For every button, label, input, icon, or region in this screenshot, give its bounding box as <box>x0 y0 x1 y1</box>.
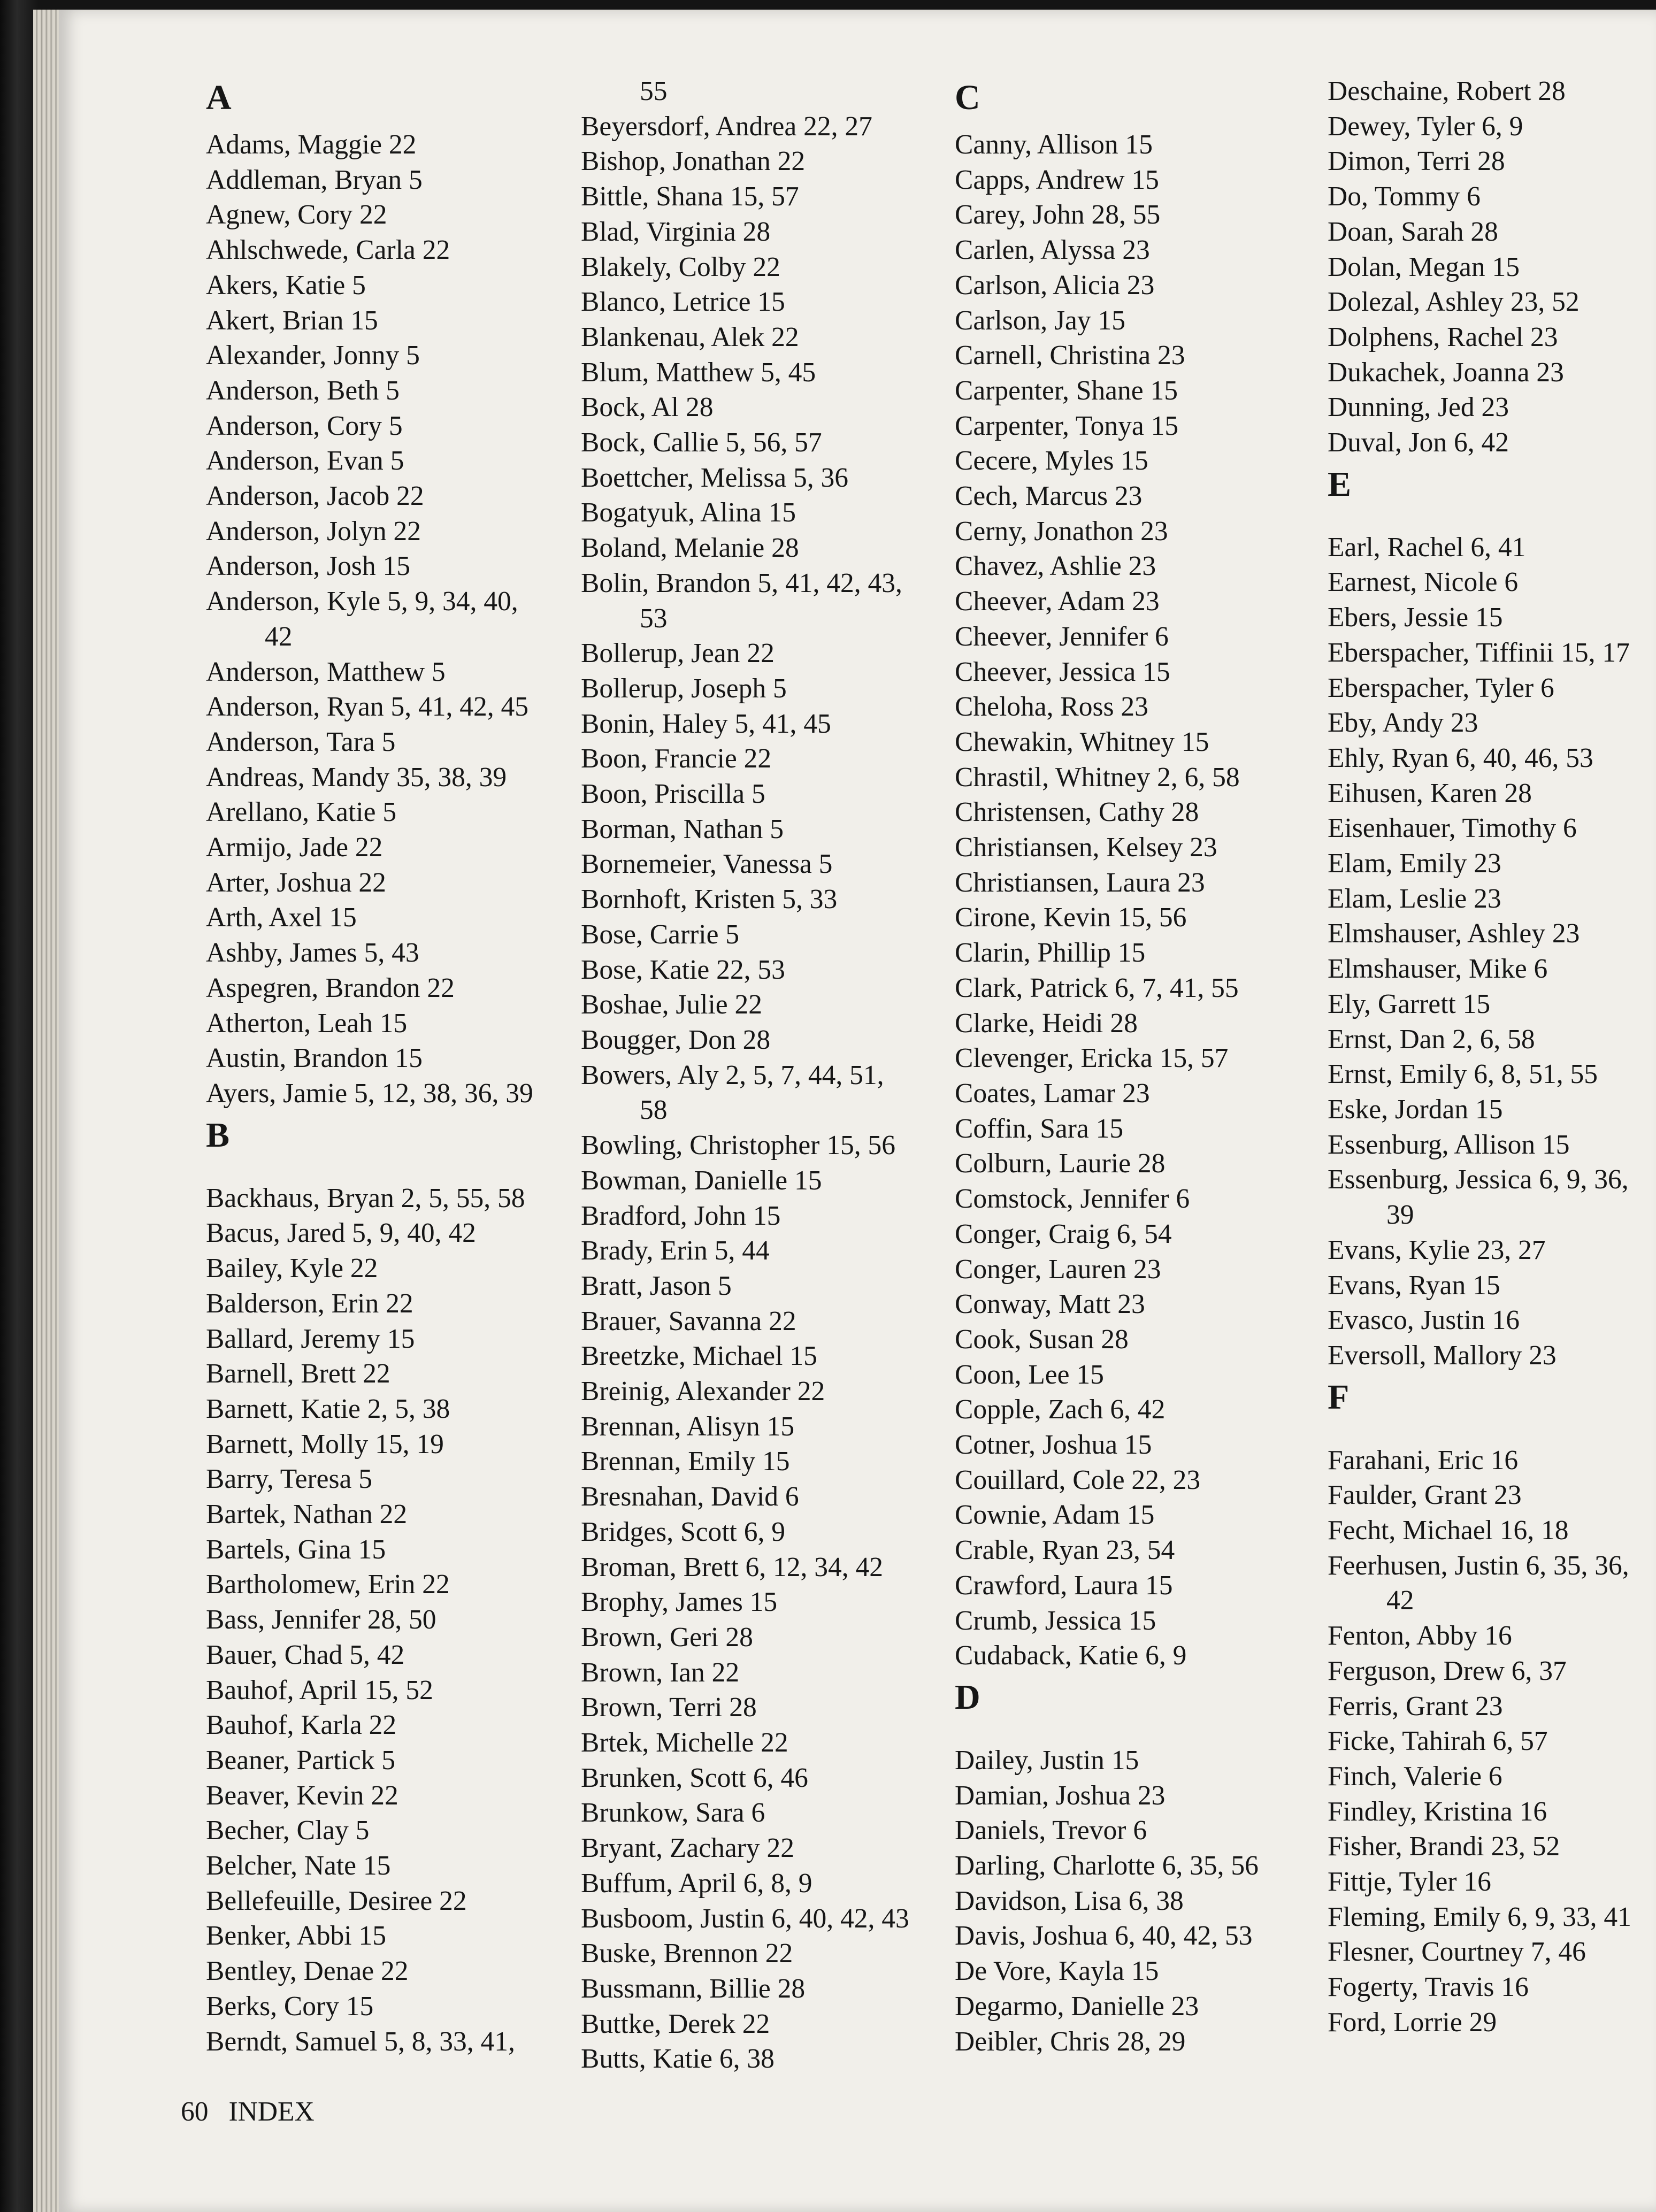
index-section <box>581 74 955 2077</box>
index-entry: Earl, Rachel 6, 41 <box>1328 532 1526 563</box>
index-column-4 <box>1328 74 1656 2040</box>
index-entry: Brown, Geri 28 <box>581 1622 753 1653</box>
index-entry: Darling, Charlotte 6, 35, 56 <box>955 1850 1259 1881</box>
index-entry: Blum, Matthew 5, 45 <box>581 357 816 388</box>
index-entry: Damian, Joshua 23 <box>955 1780 1166 1811</box>
index-entry: Armijo, Jade 22 <box>206 832 383 863</box>
index-entry: Eihusen, Karen 28 <box>1328 778 1532 809</box>
index-entry: Elmshauser, Mike 6 <box>1328 954 1548 985</box>
index-entry: Blanco, Letrice 15 <box>581 287 785 318</box>
index-entry: Elam, Emily 23 <box>1328 848 1501 879</box>
index-entry: Cheever, Adam 23 <box>955 586 1160 617</box>
index-entry: Bass, Jennifer 28, 50 <box>206 1604 436 1635</box>
index-entry: Clevenger, Ericka 15, 57 <box>955 1043 1229 1074</box>
index-entry: Bogatyuk, Alina 15 <box>581 497 796 528</box>
index-entry: Chrastil, Whitney 2, 6, 58 <box>955 762 1240 793</box>
index-entry: Borman, Nathan 5 <box>581 813 784 844</box>
index-entry: Belcher, Nate 15 <box>206 1850 391 1881</box>
index-entry: Capps, Andrew 15 <box>955 164 1159 195</box>
index-entry: Carnell, Christina 23 <box>955 340 1185 371</box>
index-entry: Daniels, Trevor 6 <box>955 1815 1147 1846</box>
index-entry: Davis, Joshua 6, 40, 42, 53 <box>955 1921 1253 1952</box>
index-entry: Eversoll, Mallory 23 <box>1328 1340 1557 1371</box>
index-entry: Bratt, Jason 5 <box>581 1270 732 1301</box>
index-entry: Clarin, Phillip 15 <box>955 938 1146 969</box>
index-entry: Atherton, Leah 15 <box>206 1008 408 1039</box>
index-entry: Eby, Andy 23 <box>1328 708 1478 739</box>
index-entry: Addleman, Bryan 5 <box>206 164 423 195</box>
index-entry: Ernst, Dan 2, 6, 58 <box>1328 1024 1535 1055</box>
index-entry: Anderson, Jolyn 22 <box>206 516 421 547</box>
index-entry: Carey, John 28, 55 <box>955 199 1161 231</box>
index-entry: Anderson, Jacob 22 <box>206 481 424 512</box>
index-entry: Feerhusen, Justin 6, 35, 36, <box>1328 1550 1629 1581</box>
index-entry: Bartek, Nathan 22 <box>206 1499 408 1530</box>
index-entry: Do, Tommy 6 <box>1328 181 1481 212</box>
index-entry: Farahani, Eric 16 <box>1328 1445 1519 1476</box>
index-entry: Carlson, Jay 15 <box>955 305 1125 336</box>
index-entry: Carlson, Alicia 23 <box>955 270 1155 301</box>
index-entry: Dailey, Justin 15 <box>955 1745 1139 1776</box>
index-entry: Evans, Ryan 15 <box>1328 1270 1500 1301</box>
index-entry: Duval, Jon 6, 42 <box>1328 427 1509 458</box>
index-entry: Barry, Teresa 5 <box>206 1464 372 1495</box>
book-binding <box>0 0 37 2212</box>
index-entry: Dewey, Tyler 6, 9 <box>1328 111 1523 142</box>
index-entry: Anderson, Tara 5 <box>206 726 396 757</box>
index-entry: Backhaus, Bryan 2, 5, 55, 58 <box>206 1182 525 1213</box>
index-entry: Eisenhauer, Timothy 6 <box>1328 813 1577 844</box>
index-entry: Arellano, Katie 5 <box>206 797 397 828</box>
index-entry: Bryant, Zachary 22 <box>581 1833 794 1864</box>
index-entry: Arter, Joshua 22 <box>206 867 386 898</box>
index-entry: Fittje, Tyler 16 <box>1328 1867 1491 1898</box>
index-entry: Ford, Lorrie 29 <box>1328 2007 1497 2038</box>
index-entry: Bose, Carrie 5 <box>581 919 740 950</box>
index-entry: Christiansen, Laura 23 <box>955 867 1205 898</box>
index-entry: Copple, Zach 6, 42 <box>955 1394 1166 1425</box>
index-entry: Deibler, Chris 28, 29 <box>955 2026 1186 2057</box>
index-entry: Bauhof, Karla 22 <box>206 1710 397 1741</box>
index-entry: Canny, Allison 15 <box>955 129 1153 160</box>
index-entry: Boon, Priscilla 5 <box>581 779 765 810</box>
index-entry: Fenton, Abby 16 <box>1328 1620 1512 1652</box>
index-entry: Bauer, Chad 5, 42 <box>206 1639 405 1670</box>
index-entry: Bridges, Scott 6, 9 <box>581 1516 785 1547</box>
index-entry: Anderson, Kyle 5, 9, 34, 40, <box>206 586 518 617</box>
footer-section-title: INDEX <box>228 2096 315 2127</box>
index-entry: Brennan, Emily 15 <box>581 1446 790 1477</box>
index-entry: Broman, Brett 6, 12, 34, 42 <box>581 1552 884 1583</box>
index-entry: Anderson, Evan 5 <box>206 446 404 477</box>
index-entry: Akert, Brian 15 <box>206 305 378 336</box>
index-entry: Conger, Craig 6, 54 <box>955 1218 1172 1249</box>
index-entry: Bornhoft, Kristen 5, 33 <box>581 884 838 915</box>
index-entry: Bartels, Gina 15 <box>206 1534 386 1565</box>
index-entry: Bose, Katie 22, 53 <box>581 954 785 985</box>
index-entry: Cheloha, Ross 23 <box>955 692 1148 723</box>
index-entry: Ernst, Emily 6, 8, 51, 55 <box>1328 1059 1598 1090</box>
section-letter-heading: C <box>955 78 980 117</box>
index-entry-continuation: 39 <box>1386 1200 1414 1231</box>
index-entry: Bock, Callie 5, 56, 57 <box>581 427 822 458</box>
index-entry: Boshae, Julie 22 <box>581 989 762 1020</box>
index-entry: Andreas, Mandy 35, 38, 39 <box>206 762 507 793</box>
index-entry: Bussmann, Billie 28 <box>581 1973 806 2004</box>
index-entry: Findley, Kristina 16 <box>1328 1796 1547 1827</box>
index-entry: Bailey, Kyle 22 <box>206 1253 378 1284</box>
index-section <box>1328 74 1656 460</box>
index-entry: Clark, Patrick 6, 7, 41, 55 <box>955 972 1239 1003</box>
index-entry: Boon, Francie 22 <box>581 743 772 774</box>
index-entry: Bougger, Don 28 <box>581 1024 771 1055</box>
index-entry: Alexander, Jonny 5 <box>206 340 420 371</box>
index-entry: Brunkow, Sara 6 <box>581 1798 765 1829</box>
index-entry: Ahlschwede, Carla 22 <box>206 235 450 266</box>
index-entry: Berks, Cory 15 <box>206 1991 374 2022</box>
index-entry: Butts, Katie 6, 38 <box>581 2044 775 2075</box>
index-entry: Austin, Brandon 15 <box>206 1043 423 1074</box>
section-letter-heading: A <box>206 78 232 117</box>
index-entry: Ballard, Jeremy 15 <box>206 1323 415 1354</box>
index-entry: Cheever, Jennifer 6 <box>955 621 1169 652</box>
scan-top-edge <box>0 0 1656 11</box>
index-entry: Chavez, Ashlie 23 <box>955 551 1156 582</box>
index-entry: Busboom, Justin 6, 40, 42, 43 <box>581 1903 909 1934</box>
index-entry: Evasco, Justin 16 <box>1328 1305 1520 1336</box>
index-entry: De Vore, Kayla 15 <box>955 1956 1159 1987</box>
section-letter-heading: D <box>955 1677 980 1717</box>
index-section <box>955 1673 1329 2059</box>
index-entry: Bonin, Haley 5, 41, 45 <box>581 708 831 739</box>
index-entry: Anderson, Matthew 5 <box>206 656 446 687</box>
index-entry: Fogerty, Travis 16 <box>1328 1972 1529 2003</box>
index-entry-continuation: 42 <box>1386 1585 1414 1616</box>
index-section <box>206 74 580 1111</box>
index-entry: Carpenter, Shane 15 <box>955 375 1178 406</box>
index-entry: Bollerup, Jean 22 <box>581 638 775 669</box>
index-entry: Ferguson, Drew 6, 37 <box>1328 1655 1567 1686</box>
index-entry: Ehly, Ryan 6, 40, 46, 53 <box>1328 742 1593 773</box>
page-number: 60 <box>181 2096 209 2127</box>
index-entry: Bowman, Danielle 15 <box>581 1165 822 1196</box>
index-entry: Fecht, Michael 16, 18 <box>1328 1515 1569 1546</box>
index-entry: Beyersdorf, Andrea 22, 27 <box>581 111 872 142</box>
index-entry: Breinig, Alexander 22 <box>581 1376 825 1407</box>
index-entry: Brauer, Savanna 22 <box>581 1305 796 1337</box>
index-entry: Evans, Kylie 23, 27 <box>1328 1234 1546 1265</box>
index-entry: Cook, Susan 28 <box>955 1324 1129 1355</box>
index-entry: Anderson, Josh 15 <box>206 551 410 582</box>
index-entry: Cech, Marcus 23 <box>955 481 1143 512</box>
page-footer <box>181 2096 315 2127</box>
index-entry: Blankenau, Alek 22 <box>581 321 799 352</box>
index-entry: Eberspacher, Tiffinii 15, 17 <box>1328 637 1630 668</box>
index-entry: Cotner, Joshua 15 <box>955 1430 1152 1461</box>
index-entry: Coon, Lee 15 <box>955 1359 1104 1390</box>
index-column-1 <box>206 74 580 2059</box>
index-entry: Becher, Clay 5 <box>206 1815 370 1846</box>
index-entry: Dolphens, Rachel 23 <box>1328 321 1558 352</box>
section-letter-heading: E <box>1328 464 1352 504</box>
index-entry: Coffin, Sara 15 <box>955 1113 1124 1144</box>
index-entry: Conway, Matt 23 <box>955 1289 1145 1320</box>
index-entry: Anderson, Beth 5 <box>206 375 400 406</box>
index-entry: Eske, Jordan 15 <box>1328 1094 1503 1125</box>
index-entry: Coates, Lamar 23 <box>955 1078 1150 1109</box>
index-entry: Deschaine, Robert 28 <box>1328 76 1566 106</box>
section-letter-heading: F <box>1328 1377 1350 1417</box>
index-entry: Barnett, Katie 2, 5, 38 <box>206 1393 450 1424</box>
index-entry: Colburn, Laurie 28 <box>955 1148 1166 1179</box>
index-entry: Bellefeuille, Desiree 22 <box>206 1885 467 1916</box>
index-entry: Benker, Abbi 15 <box>206 1921 386 1952</box>
index-entry: Doan, Sarah 28 <box>1328 216 1498 247</box>
index-entry: Dunning, Jed 23 <box>1328 392 1509 423</box>
index-entry: Ferris, Grant 23 <box>1328 1691 1503 1722</box>
index-entry: Eberspacher, Tyler 6 <box>1328 672 1554 703</box>
index-entry: Brtek, Michelle 22 <box>581 1727 788 1758</box>
index-entry: Bauhof, April 15, 52 <box>206 1675 433 1706</box>
section-letter-heading: B <box>206 1115 230 1155</box>
index-entry: Boettcher, Melissa 5, 36 <box>581 462 848 493</box>
index-entry: Cudaback, Katie 6, 9 <box>955 1640 1187 1671</box>
index-entry: Bowers, Aly 2, 5, 7, 44, 51, <box>581 1059 884 1090</box>
index-entry: Bolin, Brandon 5, 41, 42, 43, <box>581 567 902 598</box>
index-entry: Essenburg, Allison 15 <box>1328 1129 1570 1160</box>
index-entry: Essenburg, Jessica 6, 9, 36, <box>1328 1164 1629 1195</box>
index-entry: Dolan, Megan 15 <box>1328 251 1520 282</box>
index-entry: Brophy, James 15 <box>581 1587 778 1618</box>
index-entry: Agnew, Cory 22 <box>206 199 387 231</box>
index-entry: Fleming, Emily 6, 9, 33, 41 <box>1328 1901 1631 1932</box>
index-entry: Dimon, Terri 28 <box>1328 146 1505 177</box>
index-entry: Berndt, Samuel 5, 8, 33, 41, <box>206 2026 515 2057</box>
index-entry: Bowling, Christopher 15, 56 <box>581 1130 895 1161</box>
index-section <box>1328 460 1656 1373</box>
index-entry: Buffum, April 6, 8, 9 <box>581 1868 812 1899</box>
index-entry: Dukachek, Joanna 23 <box>1328 357 1564 388</box>
index-entry: Crawford, Laura 15 <box>955 1570 1173 1601</box>
index-entry: Cirone, Kevin 15, 56 <box>955 902 1187 933</box>
index-section <box>206 1111 580 2060</box>
index-entry: Couillard, Cole 22, 23 <box>955 1464 1201 1495</box>
index-entry-continuation: 58 <box>640 1095 668 1126</box>
index-entry: Elam, Leslie 23 <box>1328 883 1501 914</box>
index-entry: Ebers, Jessie 15 <box>1328 602 1503 633</box>
index-entry: Buske, Brennon 22 <box>581 1938 793 1969</box>
index-entry: Barnell, Brett 22 <box>206 1358 390 1389</box>
index-entry: Beaner, Partick 5 <box>206 1745 396 1776</box>
index-entry: Elmshauser, Ashley 23 <box>1328 918 1580 949</box>
index-entry: Barnett, Molly 15, 19 <box>206 1428 444 1460</box>
index-entry: Bittle, Shana 15, 57 <box>581 181 799 212</box>
index-entry-continuation: 53 <box>640 603 668 634</box>
index-entry: Buttke, Derek 22 <box>581 2008 770 2039</box>
index-entry: Carpenter, Tonya 15 <box>955 410 1179 441</box>
index-entry: Breetzke, Michael 15 <box>581 1341 817 1372</box>
index-entry: Anderson, Ryan 5, 41, 42, 45 <box>206 692 529 723</box>
index-entry: Brown, Ian 22 <box>581 1657 740 1688</box>
index-entry: Cecere, Myles 15 <box>955 446 1148 477</box>
index-entry: Adams, Maggie 22 <box>206 129 417 160</box>
index-entry: Brennan, Alisyn 15 <box>581 1411 795 1442</box>
index-entry: Clarke, Heidi 28 <box>955 1008 1138 1039</box>
index-entry-continuation: 55 <box>640 76 668 106</box>
index-entry: Crumb, Jessica 15 <box>955 1605 1156 1636</box>
index-entry: Fisher, Brandi 23, 52 <box>1328 1831 1560 1862</box>
index-entry: Ayers, Jamie 5, 12, 38, 36, 39 <box>206 1078 533 1109</box>
index-entry: Crable, Ryan 23, 54 <box>955 1535 1175 1566</box>
index-entry: Conger, Lauren 23 <box>955 1254 1161 1285</box>
index-entry: Boland, Melanie 28 <box>581 533 799 564</box>
index-entry: Carlen, Alyssa 23 <box>955 235 1150 266</box>
index-entry: Degarmo, Danielle 23 <box>955 1991 1199 2022</box>
index-entry: Cownie, Adam 15 <box>955 1500 1155 1531</box>
index-section <box>1328 1373 1656 2040</box>
index-entry: Blad, Virginia 28 <box>581 216 771 247</box>
index-entry: Comstock, Jennifer 6 <box>955 1184 1190 1215</box>
index-entry: Brady, Erin 5, 44 <box>581 1235 770 1266</box>
index-column-3 <box>955 74 1329 2059</box>
index-section <box>955 74 1329 1673</box>
index-entry: Brown, Terri 28 <box>581 1692 757 1723</box>
index-entry: Bradford, John 15 <box>581 1200 781 1231</box>
index-entry: Christiansen, Kelsey 23 <box>955 832 1217 863</box>
index-entry: Brunken, Scott 6, 46 <box>581 1762 808 1793</box>
index-entry: Earnest, Nicole 6 <box>1328 567 1519 598</box>
index-entry: Chewakin, Whitney 15 <box>955 726 1209 757</box>
index-entry: Ely, Garrett 15 <box>1328 988 1491 1019</box>
index-entry: Cerny, Jonathon 23 <box>955 516 1168 547</box>
index-entry: Akers, Katie 5 <box>206 270 366 301</box>
index-entry: Flesner, Courtney 7, 46 <box>1328 1937 1586 1968</box>
index-entry: Blakely, Colby 22 <box>581 251 780 282</box>
index-entry: Ashby, James 5, 43 <box>206 938 419 969</box>
index-entry: Beaver, Kevin 22 <box>206 1780 398 1811</box>
index-entry: Christensen, Cathy 28 <box>955 797 1199 828</box>
index-entry: Bock, Al 28 <box>581 392 714 423</box>
index-entry: Aspegren, Brandon 22 <box>206 972 455 1003</box>
index-entry: Bresnahan, David 6 <box>581 1481 799 1512</box>
index-entry: Davidson, Lisa 6, 38 <box>955 1885 1184 1916</box>
index-entry: Bornemeier, Vanessa 5 <box>581 849 833 880</box>
index-entry: Bishop, Jonathan 22 <box>581 146 806 177</box>
index-entry: Bollerup, Joseph 5 <box>581 673 787 704</box>
index-entry-continuation: 42 <box>265 621 293 652</box>
index-entry: Dolezal, Ashley 23, 52 <box>1328 287 1580 318</box>
index-entry: Bentley, Denae 22 <box>206 1956 409 1987</box>
index-entry: Cheever, Jessica 15 <box>955 656 1170 687</box>
index-entry: Balderson, Erin 22 <box>206 1288 413 1319</box>
index-entry: Ficke, Tahirah 6, 57 <box>1328 1726 1548 1757</box>
index-entry: Bacus, Jared 5, 9, 40, 42 <box>206 1218 476 1249</box>
index-column-2 <box>581 74 955 2077</box>
index-entry: Arth, Axel 15 <box>206 902 357 933</box>
index-entry: Bartholomew, Erin 22 <box>206 1569 450 1600</box>
index-entry: Anderson, Cory 5 <box>206 410 403 441</box>
index-entry: Faulder, Grant 23 <box>1328 1480 1522 1511</box>
index-entry: Finch, Valerie 6 <box>1328 1761 1502 1792</box>
